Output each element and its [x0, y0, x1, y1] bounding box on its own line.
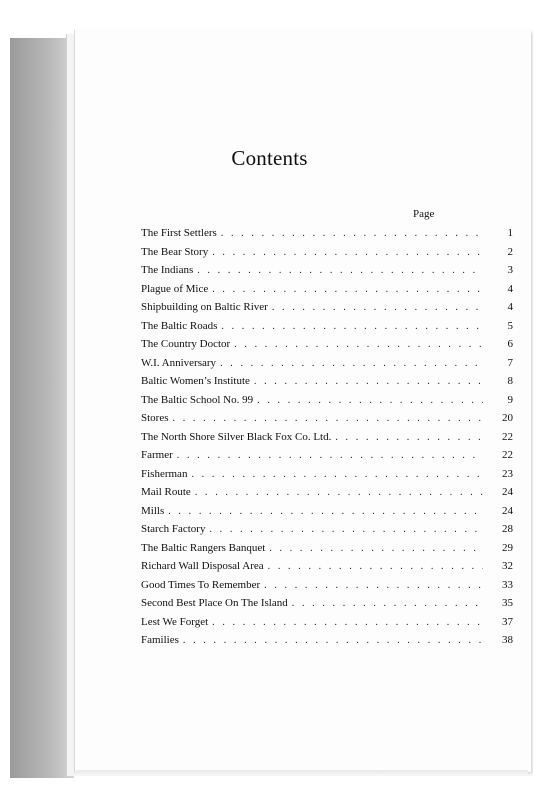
- toc-entry-title: Mills: [141, 504, 165, 517]
- toc-entry: [141, 539, 513, 558]
- toc-entry: [141, 557, 513, 576]
- toc-entry-title: The Baltic Roads: [141, 319, 218, 332]
- toc-entry-title: The Indians: [141, 264, 194, 276]
- dot-leader: [268, 558, 483, 577]
- toc-entry-page: 20: [502, 412, 513, 424]
- toc-entry-page: 24: [502, 486, 513, 498]
- toc-entry-page: 24: [502, 504, 513, 517]
- dot-leader: [234, 336, 483, 355]
- toc-entry-title: The Bear Story: [141, 245, 209, 258]
- toc-entry-page: 1: [507, 227, 513, 239]
- toc-entry-title: Mail Route: [141, 486, 191, 498]
- toc-entry: [141, 243, 513, 262]
- toc-entry-page: 37: [502, 615, 513, 628]
- toc-entry-title: W.I. Anniversary: [141, 356, 217, 369]
- dot-leader: [272, 299, 483, 318]
- toc-entry-page: 9: [507, 393, 513, 406]
- toc-entry: [141, 335, 513, 354]
- toc-entry-title: Second Best Place On The Island: [141, 597, 288, 609]
- toc-entry-title: Families: [141, 634, 179, 646]
- toc-entry-page: 22: [502, 449, 513, 461]
- toc-entry-page: 38: [502, 634, 513, 646]
- table-of-contents: [141, 224, 513, 650]
- dot-leader: [257, 392, 483, 411]
- dot-leader: [212, 614, 483, 633]
- toc-entry-page: 2: [507, 245, 513, 258]
- toc-entry-title: Plague of Mice: [141, 282, 209, 295]
- toc-entry: [141, 613, 513, 632]
- toc-entry-title: The North Shore Silver Black Fox Co. Ltd.: [141, 430, 332, 443]
- toc-entry-title: Shipbuilding on Baltic River: [141, 301, 268, 313]
- toc-entry-title: Fisherman: [141, 467, 188, 480]
- toc-entry-title: Lest We Forget: [141, 615, 209, 628]
- toc-entry: [141, 224, 513, 243]
- toc-entry-title: The Baltic Rangers Banquet: [141, 541, 266, 554]
- toc-entry-page: 4: [507, 301, 513, 313]
- dot-leader: [292, 595, 483, 614]
- dot-leader: [221, 318, 483, 337]
- toc-entry: [141, 298, 513, 317]
- toc-entry-page: 29: [502, 541, 513, 554]
- dot-leader: [335, 429, 483, 448]
- toc-entry: [141, 576, 513, 595]
- toc-entry: [141, 483, 513, 502]
- toc-entry-title: Stores: [141, 412, 169, 424]
- toc-entry-title: Starch Factory: [141, 523, 206, 535]
- toc-entry-title: The Baltic School No. 99: [141, 393, 254, 406]
- toc-entry: [141, 428, 513, 447]
- toc-entry-title: Baltic Women’s Institute: [141, 375, 250, 387]
- dot-leader: [264, 577, 483, 596]
- toc-entry: [141, 280, 513, 299]
- dot-leader: [197, 262, 483, 281]
- toc-entry: [141, 502, 513, 521]
- toc-entry-page: 7: [507, 356, 513, 369]
- dot-leader: [212, 281, 483, 300]
- toc-entry: [141, 317, 513, 336]
- dot-leader: [191, 466, 483, 485]
- toc-entry: [141, 261, 513, 280]
- toc-entry: [141, 372, 513, 391]
- toc-entry: [141, 594, 513, 613]
- toc-entry: [141, 520, 513, 539]
- toc-entry-page: 33: [502, 578, 513, 591]
- dot-leader: [183, 632, 483, 651]
- toc-entry-page: 5: [507, 319, 513, 332]
- page-bottom-edge: [76, 770, 528, 776]
- dot-leader: [209, 521, 483, 540]
- dot-leader: [269, 540, 483, 559]
- toc-entry-page: 4: [507, 282, 513, 295]
- toc-entry-page: 23: [502, 467, 513, 480]
- dot-leader: [168, 503, 483, 522]
- toc-entry-title: Farmer: [141, 449, 173, 461]
- dot-leader: [177, 447, 483, 466]
- toc-entry-page: 6: [507, 338, 513, 350]
- toc-entry: [141, 354, 513, 373]
- dot-leader: [254, 373, 483, 392]
- toc-entry-page: 35: [502, 597, 513, 609]
- dot-leader: [212, 244, 483, 263]
- toc-entry: [141, 631, 513, 650]
- toc-entry: [141, 465, 513, 484]
- dot-leader: [195, 484, 483, 503]
- toc-entry-page: 28: [502, 523, 513, 535]
- toc-entry: [141, 446, 513, 465]
- toc-entry: [141, 391, 513, 410]
- dot-leader: [221, 225, 483, 244]
- toc-entry-title: Good Times To Remember: [141, 578, 261, 591]
- toc-entry: [141, 409, 513, 428]
- toc-entry-page: 3: [507, 264, 513, 276]
- toc-entry-title: The Country Doctor: [141, 338, 231, 350]
- toc-entry-title: Richard Wall Disposal Area: [141, 560, 264, 572]
- toc-entry-page: 8: [507, 375, 513, 387]
- dot-leader: [220, 355, 483, 374]
- toc-entry-page: 32: [502, 560, 513, 572]
- toc-entry-title: The First Settlers: [141, 227, 217, 239]
- page-column-header: Page: [413, 208, 435, 220]
- page-title: Contents: [231, 146, 308, 170]
- toc-entry-page: 22: [502, 430, 513, 443]
- dot-leader: [173, 410, 484, 429]
